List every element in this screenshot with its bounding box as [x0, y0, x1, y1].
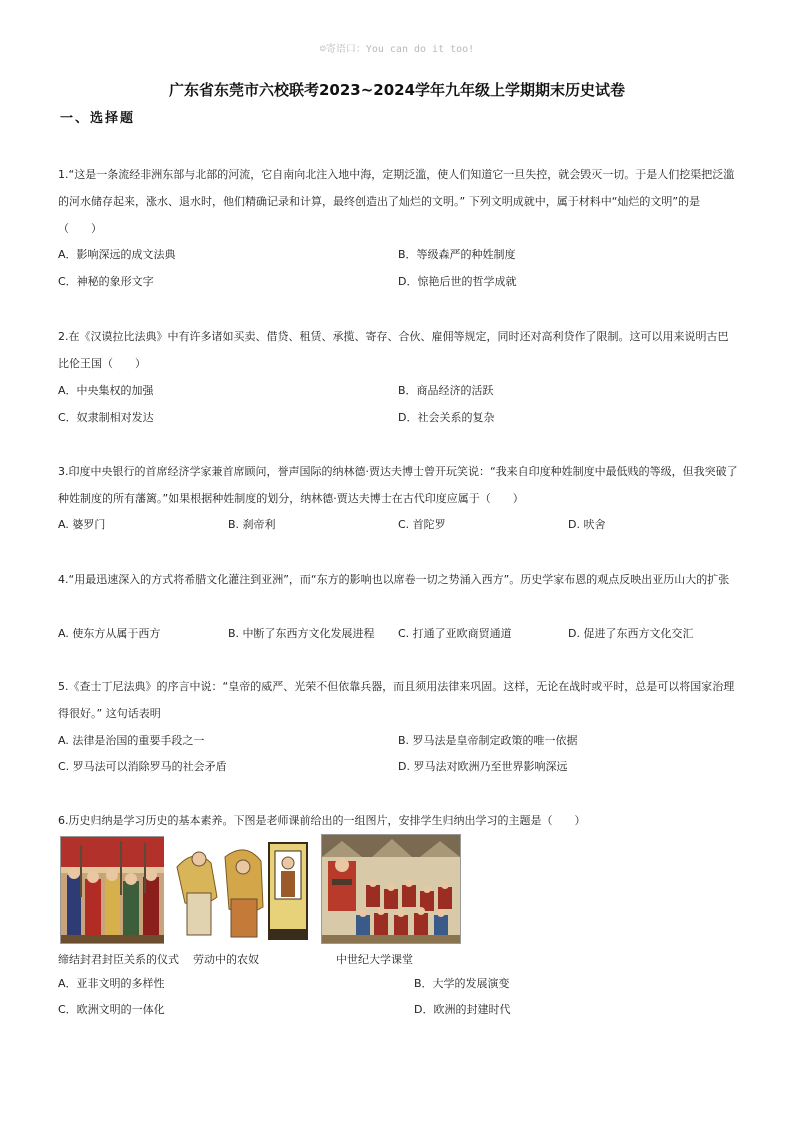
section-heading: 一、选择题 — [60, 111, 136, 126]
q5-option-d[interactable]: D. 罗马法对欧洲乃至世界影响深远 — [398, 760, 568, 773]
q3-option-c[interactable]: C. 首陀罗 — [398, 518, 446, 531]
q5-option-a[interactable]: A. 法律是治国的重要手段之一 — [58, 734, 205, 747]
q5-option-b[interactable]: B. 罗马法是皇帝制定政策的唯一依据 — [398, 734, 578, 747]
question-3-stem: 3.印度中央银行的首席经济学家兼首席顾问，誉声国际的纳林德·贾达夫博士曾开玩笑说：“我来自印度种姓制度中最低贱的等级，但我突破了种姓制度的所有藩篱。”如果根据种姓制度的划分，纳林德·贾达夫博士在古代印度应属于（ ） — [58, 465, 738, 505]
caption-serfs-labor: 劳动中的农奴 — [193, 953, 259, 966]
q1-option-c[interactable]: C．神秘的象形文字 — [58, 275, 154, 288]
q4-option-b[interactable]: B. 中断了东西方文化发展进程 — [228, 627, 375, 640]
q4-option-a[interactable]: A. 使东方从属于西方 — [58, 627, 161, 640]
q4-option-c[interactable]: C. 打通了亚欧商贸通道 — [398, 627, 512, 640]
medieval-university-image — [321, 834, 461, 944]
q6-option-c[interactable]: C．欧洲文明的一体化 — [58, 1003, 165, 1016]
caption-medieval-university: 中世纪大学课堂 — [336, 953, 413, 966]
question-4-stem: 4.“用最迅速深入的方式将希腊文化灌注到亚洲”，而“东方的影响也以席卷一切之势涌入西方”。历史学家布恩的观点反映出亚历山大的扩张 — [58, 573, 730, 586]
serfs-labor-image — [164, 836, 316, 944]
q3-option-d[interactable]: D. 吠舍 — [568, 518, 606, 531]
homage-ceremony-image — [60, 836, 165, 944]
q2-option-a[interactable]: A．中央集权的加强 — [58, 384, 154, 397]
q5-option-c[interactable]: C. 罗马法可以消除罗马的社会矛盾 — [58, 760, 227, 773]
q6-option-b[interactable]: B．大学的发展演变 — [414, 977, 510, 990]
q6-option-a[interactable]: A．亚非文明的多样性 — [58, 977, 165, 990]
q1-option-d[interactable]: D．惊艳后世的哲学成就 — [398, 275, 517, 288]
question-1-stem: 1.“这是一条流经非洲东部与北部的河流，它自南向北注入地中海，定期泛滥，使人们知道它一旦失控，就会毁灭一切。于是人们挖渠把泛滥的河水储存起来，涨水、退水时，他们精确记录和计算，最终创造出了灿烂的文明。” 下列文明成就中，属于材料中“灿烂的文明”的是（ ） — [58, 168, 735, 235]
caption-homage-ceremony: 缔结封君封臣关系的仪式 — [58, 953, 179, 966]
watermark: ☺寄语口：You can do it too! — [319, 44, 475, 55]
q3-option-b[interactable]: B. 刹帝利 — [228, 518, 276, 531]
question-5-stem: 5.《查士丁尼法典》的序言中说：“皇帝的威严、光荣不但依靠兵器，而且须用法律来巩固。这样，无论在战时或平时，总是可以将国家治理得很好。” 这句话表明 — [58, 680, 735, 720]
page-title: 广东省东莞市六校联考2023~2024学年九年级上学期期末历史试卷 — [168, 81, 626, 99]
question-6-stem: 6.历史归纳是学习历史的基本素养。下图是老师课前给出的一组图片，安排学生归纳出学习的主题是（ ） — [58, 814, 586, 827]
q2-option-d[interactable]: D．社会关系的复杂 — [398, 411, 495, 424]
q3-option-a[interactable]: A. 婆罗门 — [58, 518, 106, 531]
q1-option-b[interactable]: B．等级森严的种姓制度 — [398, 248, 516, 261]
question-2-stem: 2.在《汉谟拉比法典》中有许多诸如买卖、借贷、租赁、承揽、寄存、合伙、雇佣等规定，同时还对高利贷作了限制。这可以用来说明古巴比伦王国（ ） — [58, 330, 729, 370]
q1-option-a[interactable]: A．影响深远的成文法典 — [58, 248, 176, 261]
q2-option-b[interactable]: B．商品经济的活跃 — [398, 384, 494, 397]
q4-option-d[interactable]: D. 促进了东西方文化交汇 — [568, 627, 694, 640]
q6-option-d[interactable]: D．欧洲的封建时代 — [414, 1003, 511, 1016]
q2-option-c[interactable]: C．奴隶制相对发达 — [58, 411, 154, 424]
